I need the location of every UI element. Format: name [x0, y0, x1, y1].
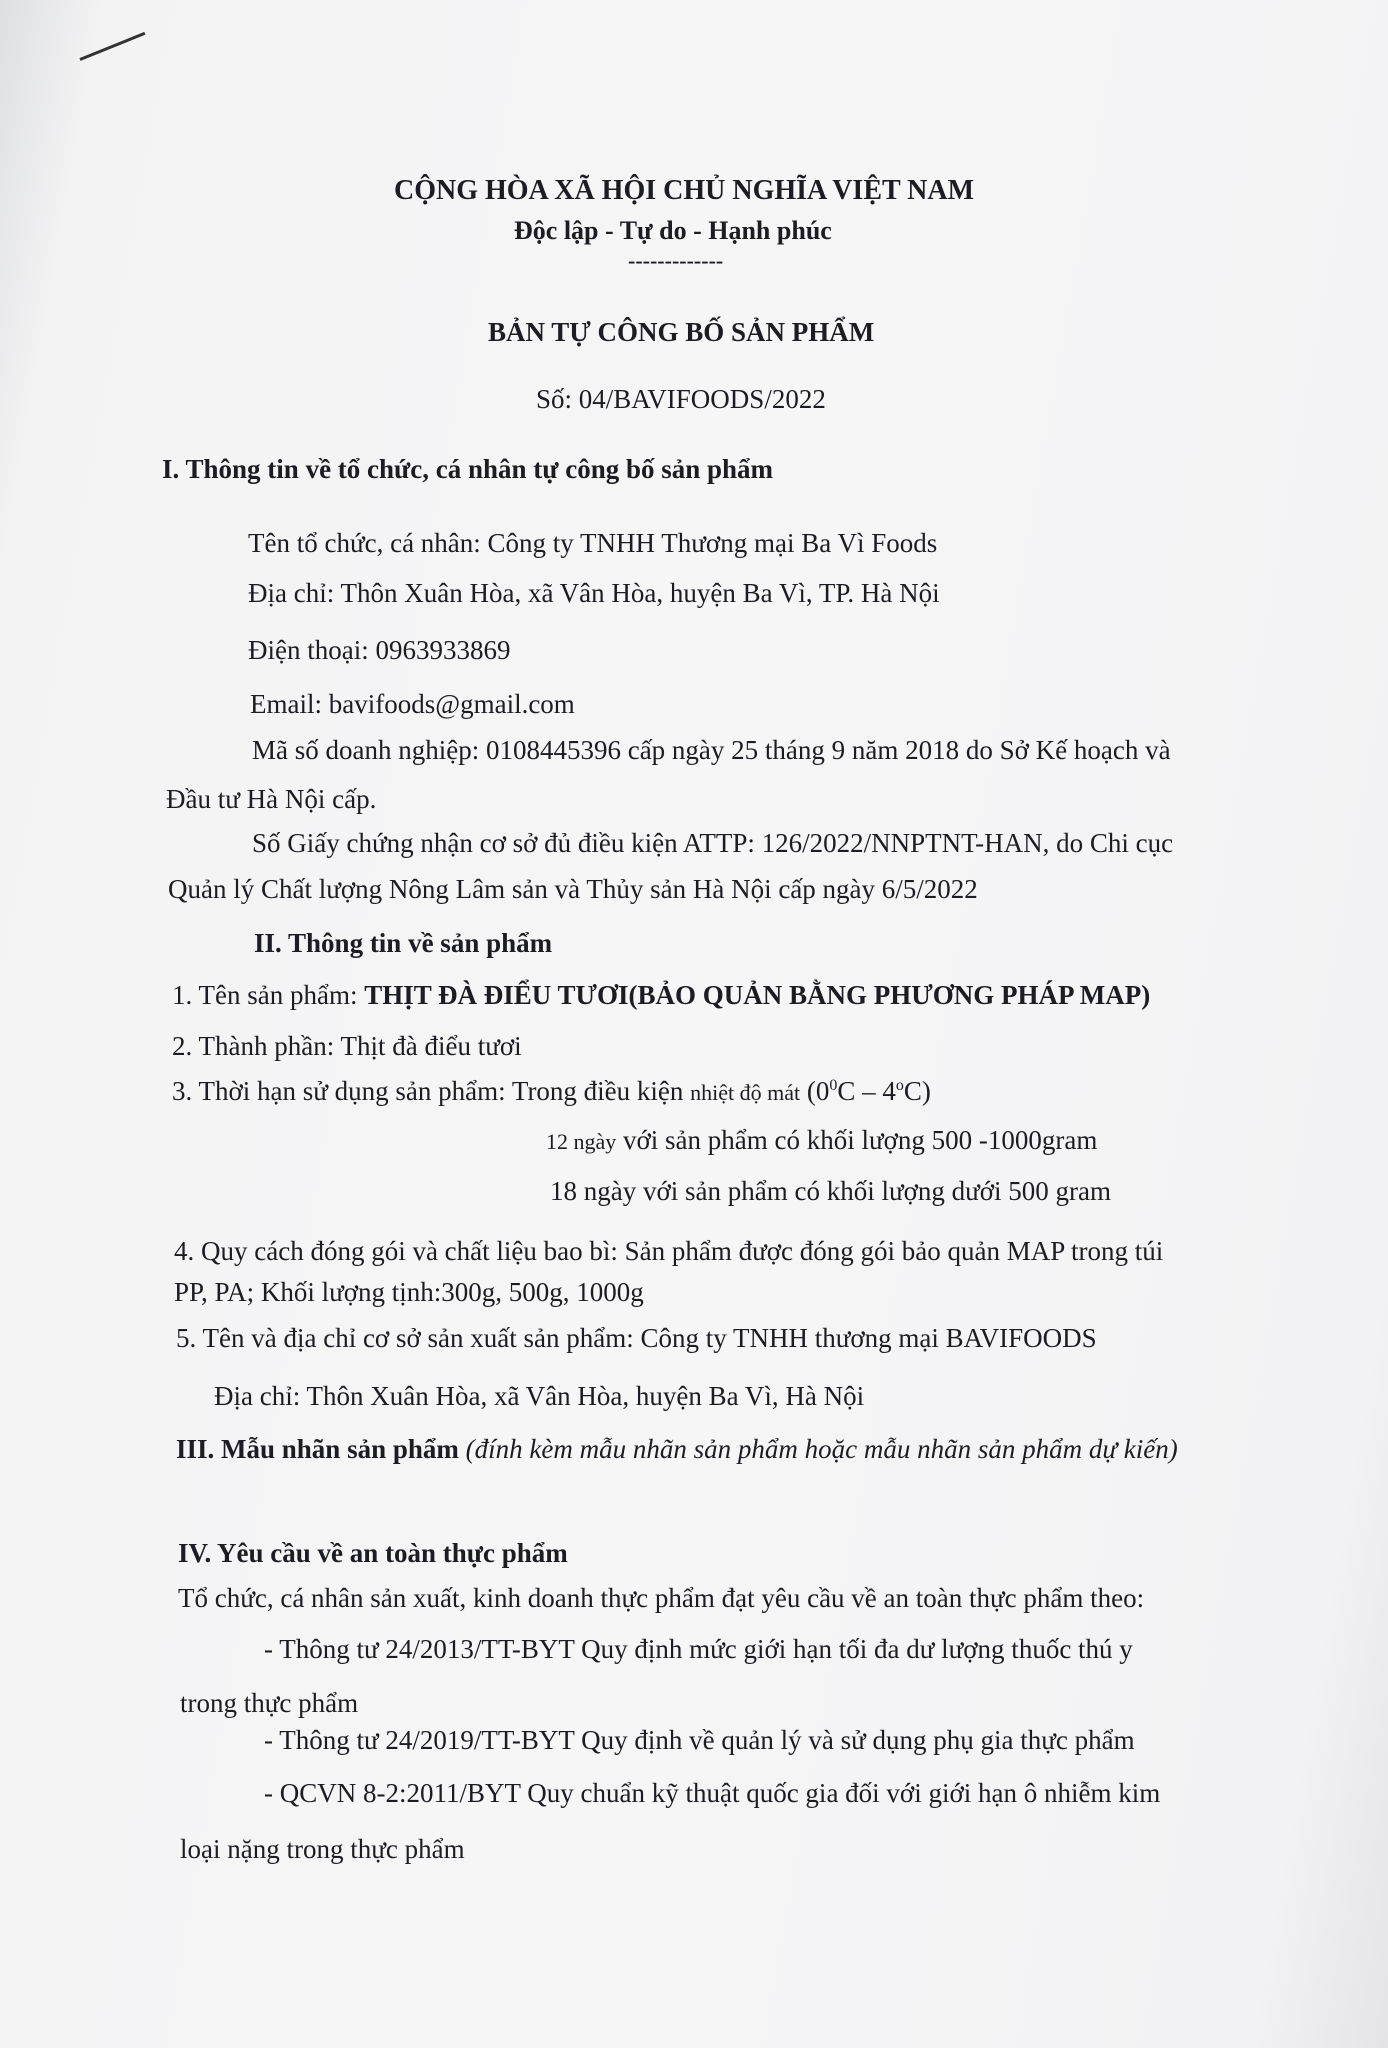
shelf-life-condition: nhiệt độ mát	[690, 1080, 801, 1105]
manufacturer-line-2: Địa chỉ: Thôn Xuân Hòa, xã Vân Hòa, huyện Ba Vì, Hà Nội	[214, 1381, 865, 1411]
food-safety-cert-line-1: Số Giấy chứng nhận cơ sở đủ điều kiện ATTP: 126/2022/NNPTNT-HAN, do Chi cục	[252, 828, 1174, 858]
temperature-sup-2: o	[895, 1077, 904, 1094]
regulation-2: - Thông tư 24/2019/TT-BYT Quy định về quản lý và sử dụng phụ gia thực phẩm	[264, 1725, 1135, 1755]
temperature-close: C)	[903, 1076, 931, 1106]
section-3-heading: III. Mẫu nhãn sản phẩm	[176, 1434, 466, 1464]
food-safety-cert-line-2: Quản lý Chất lượng Nông Lâm sản và Thủy sản Hà Nội cấp ngày 6/5/2022	[168, 874, 978, 904]
regulation-3-line-2: loại nặng trong thực phẩm	[180, 1834, 465, 1864]
shelf-life-label: 3. Thời hạn sử dụng sản phẩm: Trong điều kiện	[172, 1076, 691, 1106]
tax-code-line-2: Đầu tư Hà Nội cấp.	[166, 784, 377, 814]
regulation-3-line-1: - QCVN 8-2:2011/BYT Quy chuẩn kỹ thuật quốc gia đối với giới hạn ô nhiễm kim	[264, 1778, 1161, 1808]
packaging-line-2: PP, PA; Khối lượng tịnh:300g, 500g, 1000g	[174, 1277, 644, 1307]
regulation-1-line-2: trong thực phẩm	[180, 1688, 359, 1718]
temperature-mid: C – 4	[837, 1076, 896, 1106]
shelf-life-weight-1: với sản phẩm có khối lượng 500 -1000gram	[616, 1125, 1098, 1155]
document-title: BẢN TỰ CÔNG BỐ SẢN PHẨM	[488, 317, 875, 347]
shelf-life-line-3: 18 ngày với sản phẩm có khối lượng dưới 500 gram	[550, 1176, 1112, 1206]
product-name-label: 1. Tên sản phẩm:	[172, 980, 365, 1010]
section-4-heading: IV. Yêu cầu về an toàn thực phẩm	[178, 1538, 568, 1568]
org-name: Tên tổ chức, cá nhân: Công ty TNHH Thương mại Ba Vì Foods	[248, 528, 938, 558]
shelf-life-line-1	[172, 1078, 931, 1105]
section-3-note: (đính kèm mẫu nhãn sản phẩm hoặc mẫu nhãn sản phẩm dự kiến)	[465, 1434, 1178, 1464]
regulation-1-line-1: - Thông tư 24/2013/TT-BYT Quy định mức giới hạn tối đa dư lượng thuốc thú y	[264, 1634, 1133, 1664]
org-email: Email: bavifoods@gmail.com	[250, 689, 575, 719]
manufacturer-line-1: 5. Tên và địa chỉ cơ sở sản xuất sản phẩm: Công ty TNHH thương mại BAVIFOODS	[176, 1323, 1097, 1353]
product-name: THỊT ĐÀ ĐIỂU TƯƠI(BẢO QUẢN BẰNG PHƯƠNG PHÁP MAP)	[364, 980, 1151, 1010]
document-number: Số: 04/BAVIFOODS/2022	[536, 384, 826, 414]
ingredients: 2. Thành phần: Thịt đà điểu tươi	[172, 1031, 522, 1061]
temperature-open: (0	[800, 1076, 830, 1106]
section-1-heading: I. Thông tin về tổ chức, cá nhân tự công bố sản phẩm	[162, 454, 774, 484]
pen-mark	[79, 32, 145, 61]
temperature-sup-1: 0	[829, 1077, 838, 1094]
tax-code-line-1: Mã số doanh nghiệp: 0108445396 cấp ngày 25 tháng 9 năm 2018 do Sở Kế hoạch và	[252, 735, 1171, 765]
section-4-intro: Tổ chức, cá nhân sản xuất, kinh doanh thực phẩm đạt yêu cầu về an toàn thực phẩm theo:	[178, 1583, 1145, 1613]
packaging-line-1: 4. Quy cách đóng gói và chất liệu bao bì: Sản phẩm được đóng gói bảo quản MAP trong túi	[174, 1236, 1164, 1266]
org-address: Địa chỉ: Thôn Xuân Hòa, xã Vân Hòa, huyện Ba Vì, TP. Hà Nội	[248, 578, 940, 608]
section-2-heading: II. Thông tin về sản phẩm	[254, 928, 553, 958]
product-name-line	[172, 982, 1150, 1009]
motto: Độc lập - Tự do - Hạnh phúc	[514, 216, 832, 245]
motto-divider: -------------	[628, 248, 724, 273]
org-phone: Điện thoại: 0963933869	[248, 635, 511, 665]
shelf-life-line-2	[546, 1127, 1097, 1154]
section-3-line	[176, 1436, 1178, 1463]
shelf-life-days-12: 12 ngày	[546, 1129, 617, 1154]
republic-title: CỘNG HÒA XÃ HỘI CHỦ NGHĨA VIỆT NAM	[394, 175, 975, 206]
